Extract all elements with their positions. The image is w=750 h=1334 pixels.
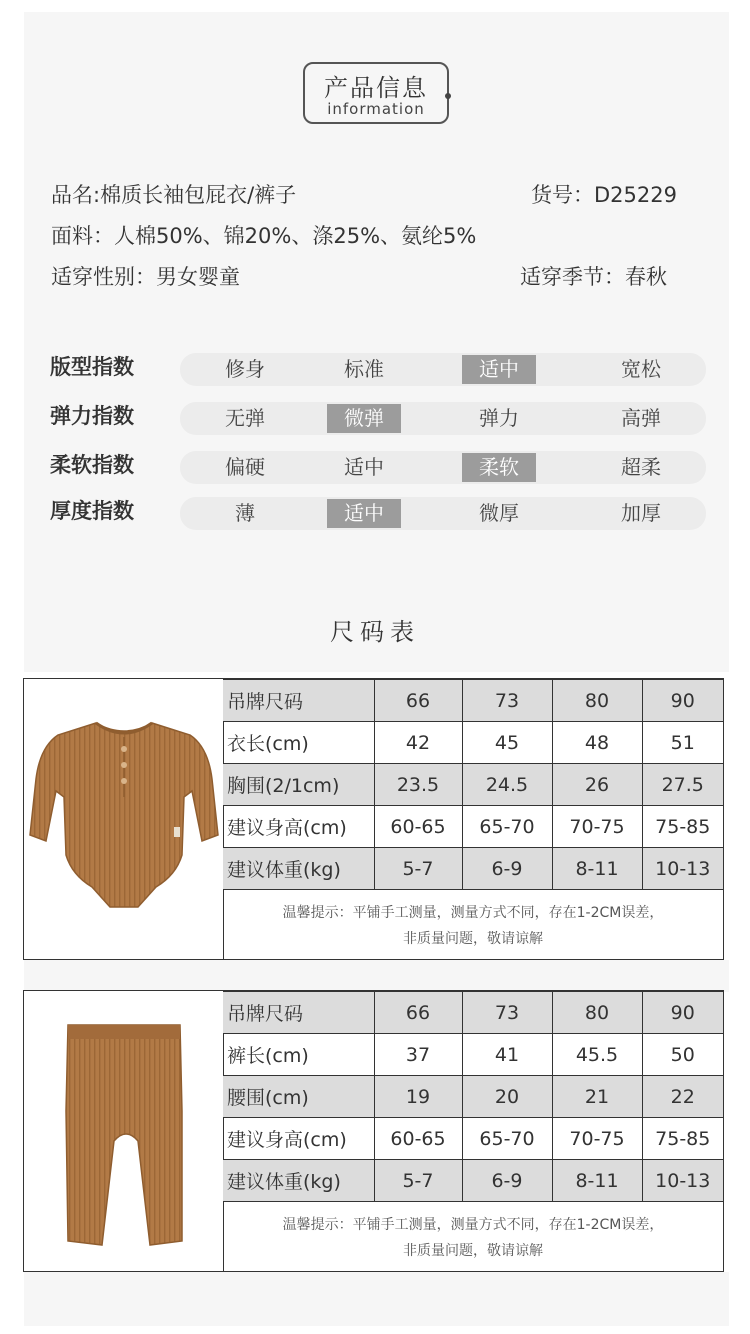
product-fabric: 面料：人棉50%、锦20%、涤25%、氨纶5% xyxy=(51,224,477,248)
table-cell: 27.5 xyxy=(642,764,723,806)
table-cell: 60-65 xyxy=(374,806,462,848)
index-option: 宽松 xyxy=(621,357,661,381)
table-cell: 65-70 xyxy=(462,806,552,848)
table-cell: 73 xyxy=(462,992,552,1034)
spacer-band xyxy=(24,960,729,992)
tip-line-2: 非质量问题，敬请谅解 xyxy=(403,931,543,947)
table-cell: 60-65 xyxy=(374,1118,462,1160)
table-cell: 90 xyxy=(642,992,723,1034)
table-cell: 5-7 xyxy=(374,1160,462,1202)
table-cell: 51 xyxy=(642,722,723,764)
bodysuit-size-tip xyxy=(223,893,723,959)
index-label: 柔软指数 xyxy=(50,453,134,477)
table-cell: 50 xyxy=(642,1034,723,1076)
table-cell: 6-9 xyxy=(462,1160,552,1202)
tip-line-2: 非质量问题，敬请谅解 xyxy=(403,1243,543,1259)
index-option: 标准 xyxy=(344,357,384,381)
row-label: 吊牌尺码 xyxy=(223,992,374,1034)
pants-photo xyxy=(24,991,224,1271)
table-row xyxy=(223,992,723,1034)
index-option: 弹力 xyxy=(479,406,519,430)
index-option: 薄 xyxy=(235,501,255,525)
row-label: 建议身高(cm) xyxy=(223,1118,374,1160)
table-cell: 70-75 xyxy=(552,1118,642,1160)
index-option: 无弹 xyxy=(225,406,265,430)
table-row xyxy=(223,722,723,764)
table-cell: 10-13 xyxy=(642,1160,723,1202)
table-cell: 5-7 xyxy=(374,848,462,890)
table-row xyxy=(223,680,723,722)
index-option-selected: 柔软 xyxy=(462,453,536,482)
index-option: 加厚 xyxy=(621,501,661,525)
table-cell: 48 xyxy=(552,722,642,764)
table-row xyxy=(223,1076,723,1118)
badge-dot xyxy=(445,93,451,99)
table-cell: 21 xyxy=(552,1076,642,1118)
table-cell: 45.5 xyxy=(552,1034,642,1076)
footer-band xyxy=(24,1272,729,1326)
table-row xyxy=(223,1160,723,1202)
row-label: 建议体重(kg) xyxy=(223,1160,374,1202)
table-cell: 75-85 xyxy=(642,1118,723,1160)
table-cell: 73 xyxy=(462,680,552,722)
table-row xyxy=(223,1118,723,1160)
table-row xyxy=(223,764,723,806)
table-cell: 80 xyxy=(552,680,642,722)
table-cell: 22 xyxy=(642,1076,723,1118)
table-cell: 90 xyxy=(642,680,723,722)
table-cell: 41 xyxy=(462,1034,552,1076)
bodysuit-size-table xyxy=(223,679,723,890)
info-header-badge xyxy=(303,62,449,124)
table-cell: 8-11 xyxy=(552,1160,642,1202)
tip-line-1: 温馨提示：平铺手工测量，测量方式不同，存在1-2CM误差， xyxy=(282,1217,664,1233)
row-label: 腰围(cm) xyxy=(223,1076,374,1118)
table-cell: 65-70 xyxy=(462,1118,552,1160)
product-gender: 适穿性别：男女婴童 xyxy=(51,265,240,289)
header-title-en: information xyxy=(327,100,425,118)
index-option: 修身 xyxy=(225,357,265,381)
row-label: 建议身高(cm) xyxy=(223,806,374,848)
table-cell: 26 xyxy=(552,764,642,806)
table-cell: 10-13 xyxy=(642,848,723,890)
product-season: 适穿季节：春秋 xyxy=(520,265,667,289)
pants-size-tip xyxy=(223,1205,723,1271)
index-option: 适中 xyxy=(344,455,384,479)
table-cell: 66 xyxy=(374,680,462,722)
table-cell: 23.5 xyxy=(374,764,462,806)
index-label: 弹力指数 xyxy=(50,404,134,428)
index-track xyxy=(180,353,706,386)
index-track xyxy=(180,451,706,484)
row-label: 吊牌尺码 xyxy=(223,680,374,722)
table-row xyxy=(223,806,723,848)
index-option: 超柔 xyxy=(621,455,661,479)
row-label: 胸围(2/1cm) xyxy=(223,764,374,806)
index-option-selected: 适中 xyxy=(462,355,536,384)
table-cell: 8-11 xyxy=(552,848,642,890)
index-track xyxy=(180,402,706,435)
row-label: 衣长(cm) xyxy=(223,722,374,764)
size-chart-title: 尺码表 xyxy=(330,618,420,646)
product-name: 品名:棉质长袖包屁衣/裤子 xyxy=(51,183,297,207)
index-option-selected: 适中 xyxy=(327,499,401,528)
table-cell: 66 xyxy=(374,992,462,1034)
index-option-selected: 微弹 xyxy=(327,404,401,433)
index-option: 微厚 xyxy=(479,501,519,525)
pants-size-table xyxy=(223,991,723,1202)
table-row xyxy=(223,1034,723,1076)
index-option: 高弹 xyxy=(621,406,661,430)
table-cell: 42 xyxy=(374,722,462,764)
index-track xyxy=(180,497,706,530)
index-option: 偏硬 xyxy=(225,455,265,479)
index-label: 厚度指数 xyxy=(50,499,134,523)
table-cell: 19 xyxy=(374,1076,462,1118)
bodysuit-illustration xyxy=(24,679,223,959)
header-title-cn: 产品信息 xyxy=(324,74,428,102)
pants-size-block xyxy=(23,990,724,1272)
bodysuit-photo xyxy=(24,679,224,959)
table-cell: 45 xyxy=(462,722,552,764)
table-cell: 37 xyxy=(374,1034,462,1076)
row-label: 裤长(cm) xyxy=(223,1034,374,1076)
bodysuit-size-block xyxy=(23,678,724,960)
index-label: 版型指数 xyxy=(50,355,134,379)
table-cell: 75-85 xyxy=(642,806,723,848)
table-cell: 80 xyxy=(552,992,642,1034)
row-label: 建议体重(kg) xyxy=(223,848,374,890)
table-row xyxy=(223,848,723,890)
table-cell: 70-75 xyxy=(552,806,642,848)
table-cell: 6-9 xyxy=(462,848,552,890)
product-sku: 货号：D25229 xyxy=(531,183,677,207)
table-cell: 20 xyxy=(462,1076,552,1118)
tip-line-1: 温馨提示：平铺手工测量，测量方式不同，存在1-2CM误差， xyxy=(282,905,664,921)
pants-illustration xyxy=(24,991,223,1271)
table-cell: 24.5 xyxy=(462,764,552,806)
